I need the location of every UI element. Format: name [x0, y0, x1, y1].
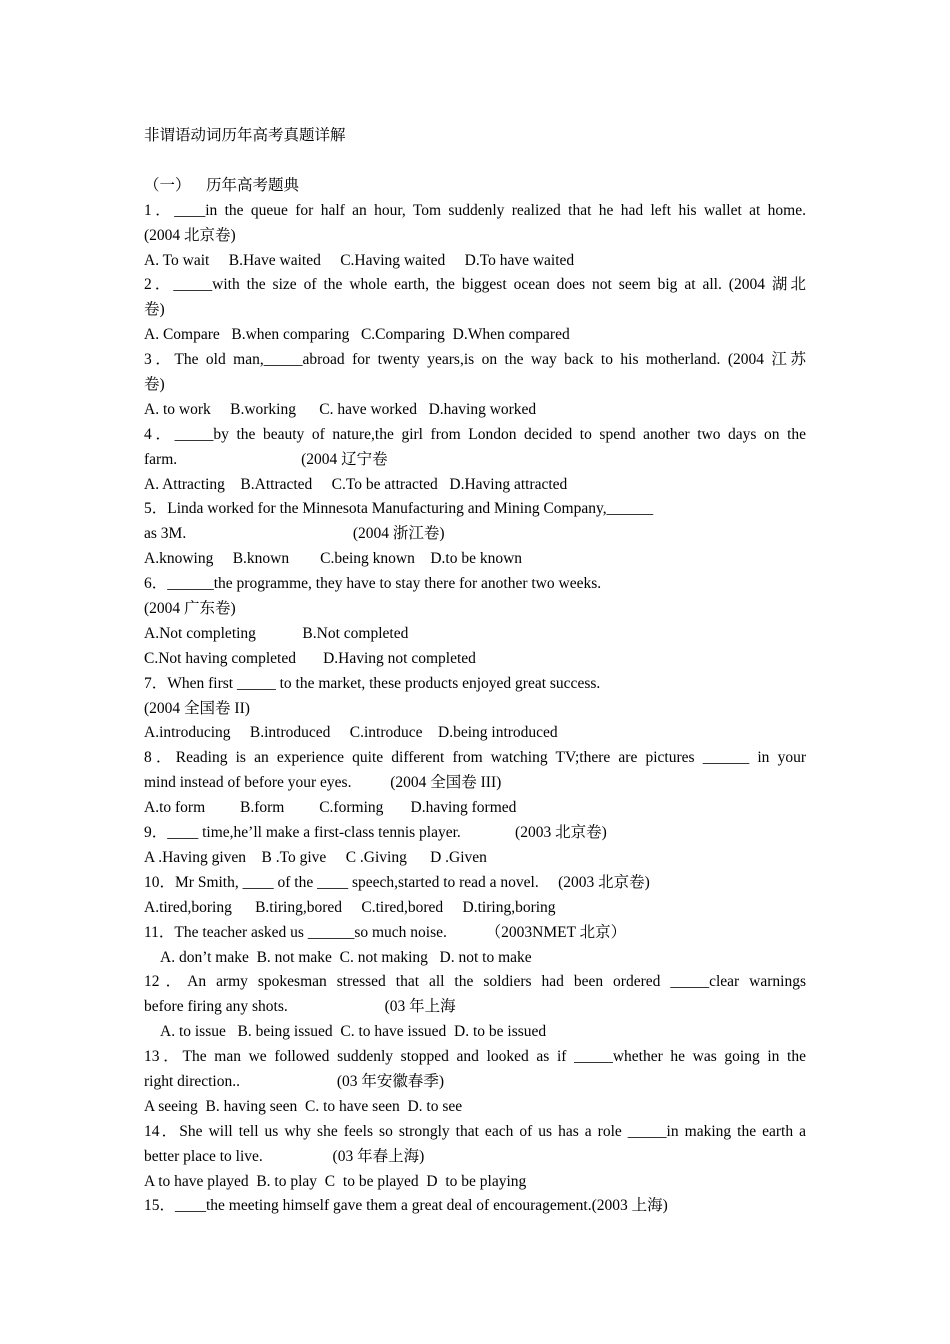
document-line: A. To wait B.Have waited C.Having waited D.To have waited [144, 251, 575, 269]
document-line: 15．____the meeting himself gave them a great deal of encouragement.(2003 上海) [144, 1197, 668, 1215]
document-line: better place to live. (03 年春上海) [144, 1147, 425, 1165]
document-line: A. Attracting B.Attracted C.To be attracted D.Having attracted [144, 475, 568, 493]
document-line: A seeing B. having seen C. to have seen D. to see [144, 1097, 463, 1115]
question-list [144, 199, 806, 1220]
document-line: 10．Mr Smith, ____ of the ____ speech,started to read a novel. (2003 北京卷) [144, 873, 650, 891]
document-line: A. Compare B.when comparing C.Comparing D.When compared [144, 326, 570, 344]
document-line: before firing any shots. (03 年上海 [144, 998, 456, 1016]
document-line: right direction.. (03 年安徽春季) [144, 1072, 445, 1090]
document-line: 11．The teacher asked us ______so much noise. （2003NMET 北京） [144, 923, 627, 941]
document-title: 非谓语动词历年高考真题详解 [144, 127, 346, 144]
document-line: mind instead of before your eyes. (2004 全国卷 III) [144, 774, 502, 792]
document-line: 3．The old man,_____abroad for twenty years,is on the way back to his motherland. (2004 江苏 [144, 351, 806, 369]
document-line: A .Having given B .To give C .Giving D .Given [144, 848, 487, 866]
document-line: A.knowing B.known C.being known D.to be known [144, 550, 523, 568]
document-line: 卷) [144, 376, 165, 394]
document-line: 卷) [144, 301, 165, 319]
document-line: 7．When first _____ to the market, these products enjoyed great success. [144, 674, 601, 692]
document-line: A.to form B.form C.forming D.having formed [144, 799, 517, 817]
document-line: 6．______the programme, they have to stay there for another two weeks. [144, 575, 602, 593]
document-line: A.introducing B.introduced C.introduce D.being introduced [144, 724, 558, 742]
document-line: A.Not completing B.Not completed [144, 624, 409, 642]
document-line: C.Not having completed D.Having not completed [144, 649, 476, 667]
document-line: as 3M. (2004 浙江卷) [144, 525, 445, 543]
document-line: 9．____ time,he’ll make a first-class tennis player. (2003 北京卷) [144, 824, 607, 842]
document-line: 8．Reading is an experience quite different from watching TV;there are pictures ______ in your [144, 749, 806, 767]
document-line: farm. (2004 辽宁卷 [144, 450, 388, 468]
document-line: 2．_____with the size of the whole earth, the biggest ocean does not seem big at all. (2004 湖北 [144, 276, 806, 294]
section-heading: （一） 历年高考题典 [144, 176, 300, 194]
document-line: A. to issue B. being issued C. to have issued D. to be issued [160, 1023, 547, 1041]
document-line: (2004 广东卷) [144, 600, 236, 618]
document-line: 12．An army spokesman stressed that all the soldiers had been ordered _____clear warnings [144, 973, 806, 991]
document-line: (2004 全国卷 II) [144, 699, 250, 717]
document-line: 1．____in the queue for half an hour, Tom suddenly realized that he had left his wallet at home. [144, 201, 806, 219]
document-line: A. to work B.working C. have worked D.having worked [144, 400, 537, 418]
document-line: (2004 北京卷) [144, 226, 236, 244]
document-line: A.tired,boring B.tiring,bored C.tired,bored D.tiring,boring [144, 898, 556, 916]
document-line: 5．Linda worked for the Minnesota Manufacturing and Mining Company,______ [144, 500, 654, 518]
document-line: A. don’t make B. not make C. not making D. not to make [160, 948, 532, 966]
document-line: A to have played B. to play C to be played D to be playing [144, 1172, 527, 1190]
document-line: 4．_____by the beauty of nature,the girl from London decided to spend another two days on the [144, 425, 806, 443]
document-line: 14．She will tell us why she feels so strongly that each of us has a role _____in making the earth a [144, 1122, 806, 1140]
document-line: 13．The man we followed suddenly stopped and looked as if _____whether he was going in the [144, 1048, 806, 1066]
document-page [144, 124, 806, 1219]
